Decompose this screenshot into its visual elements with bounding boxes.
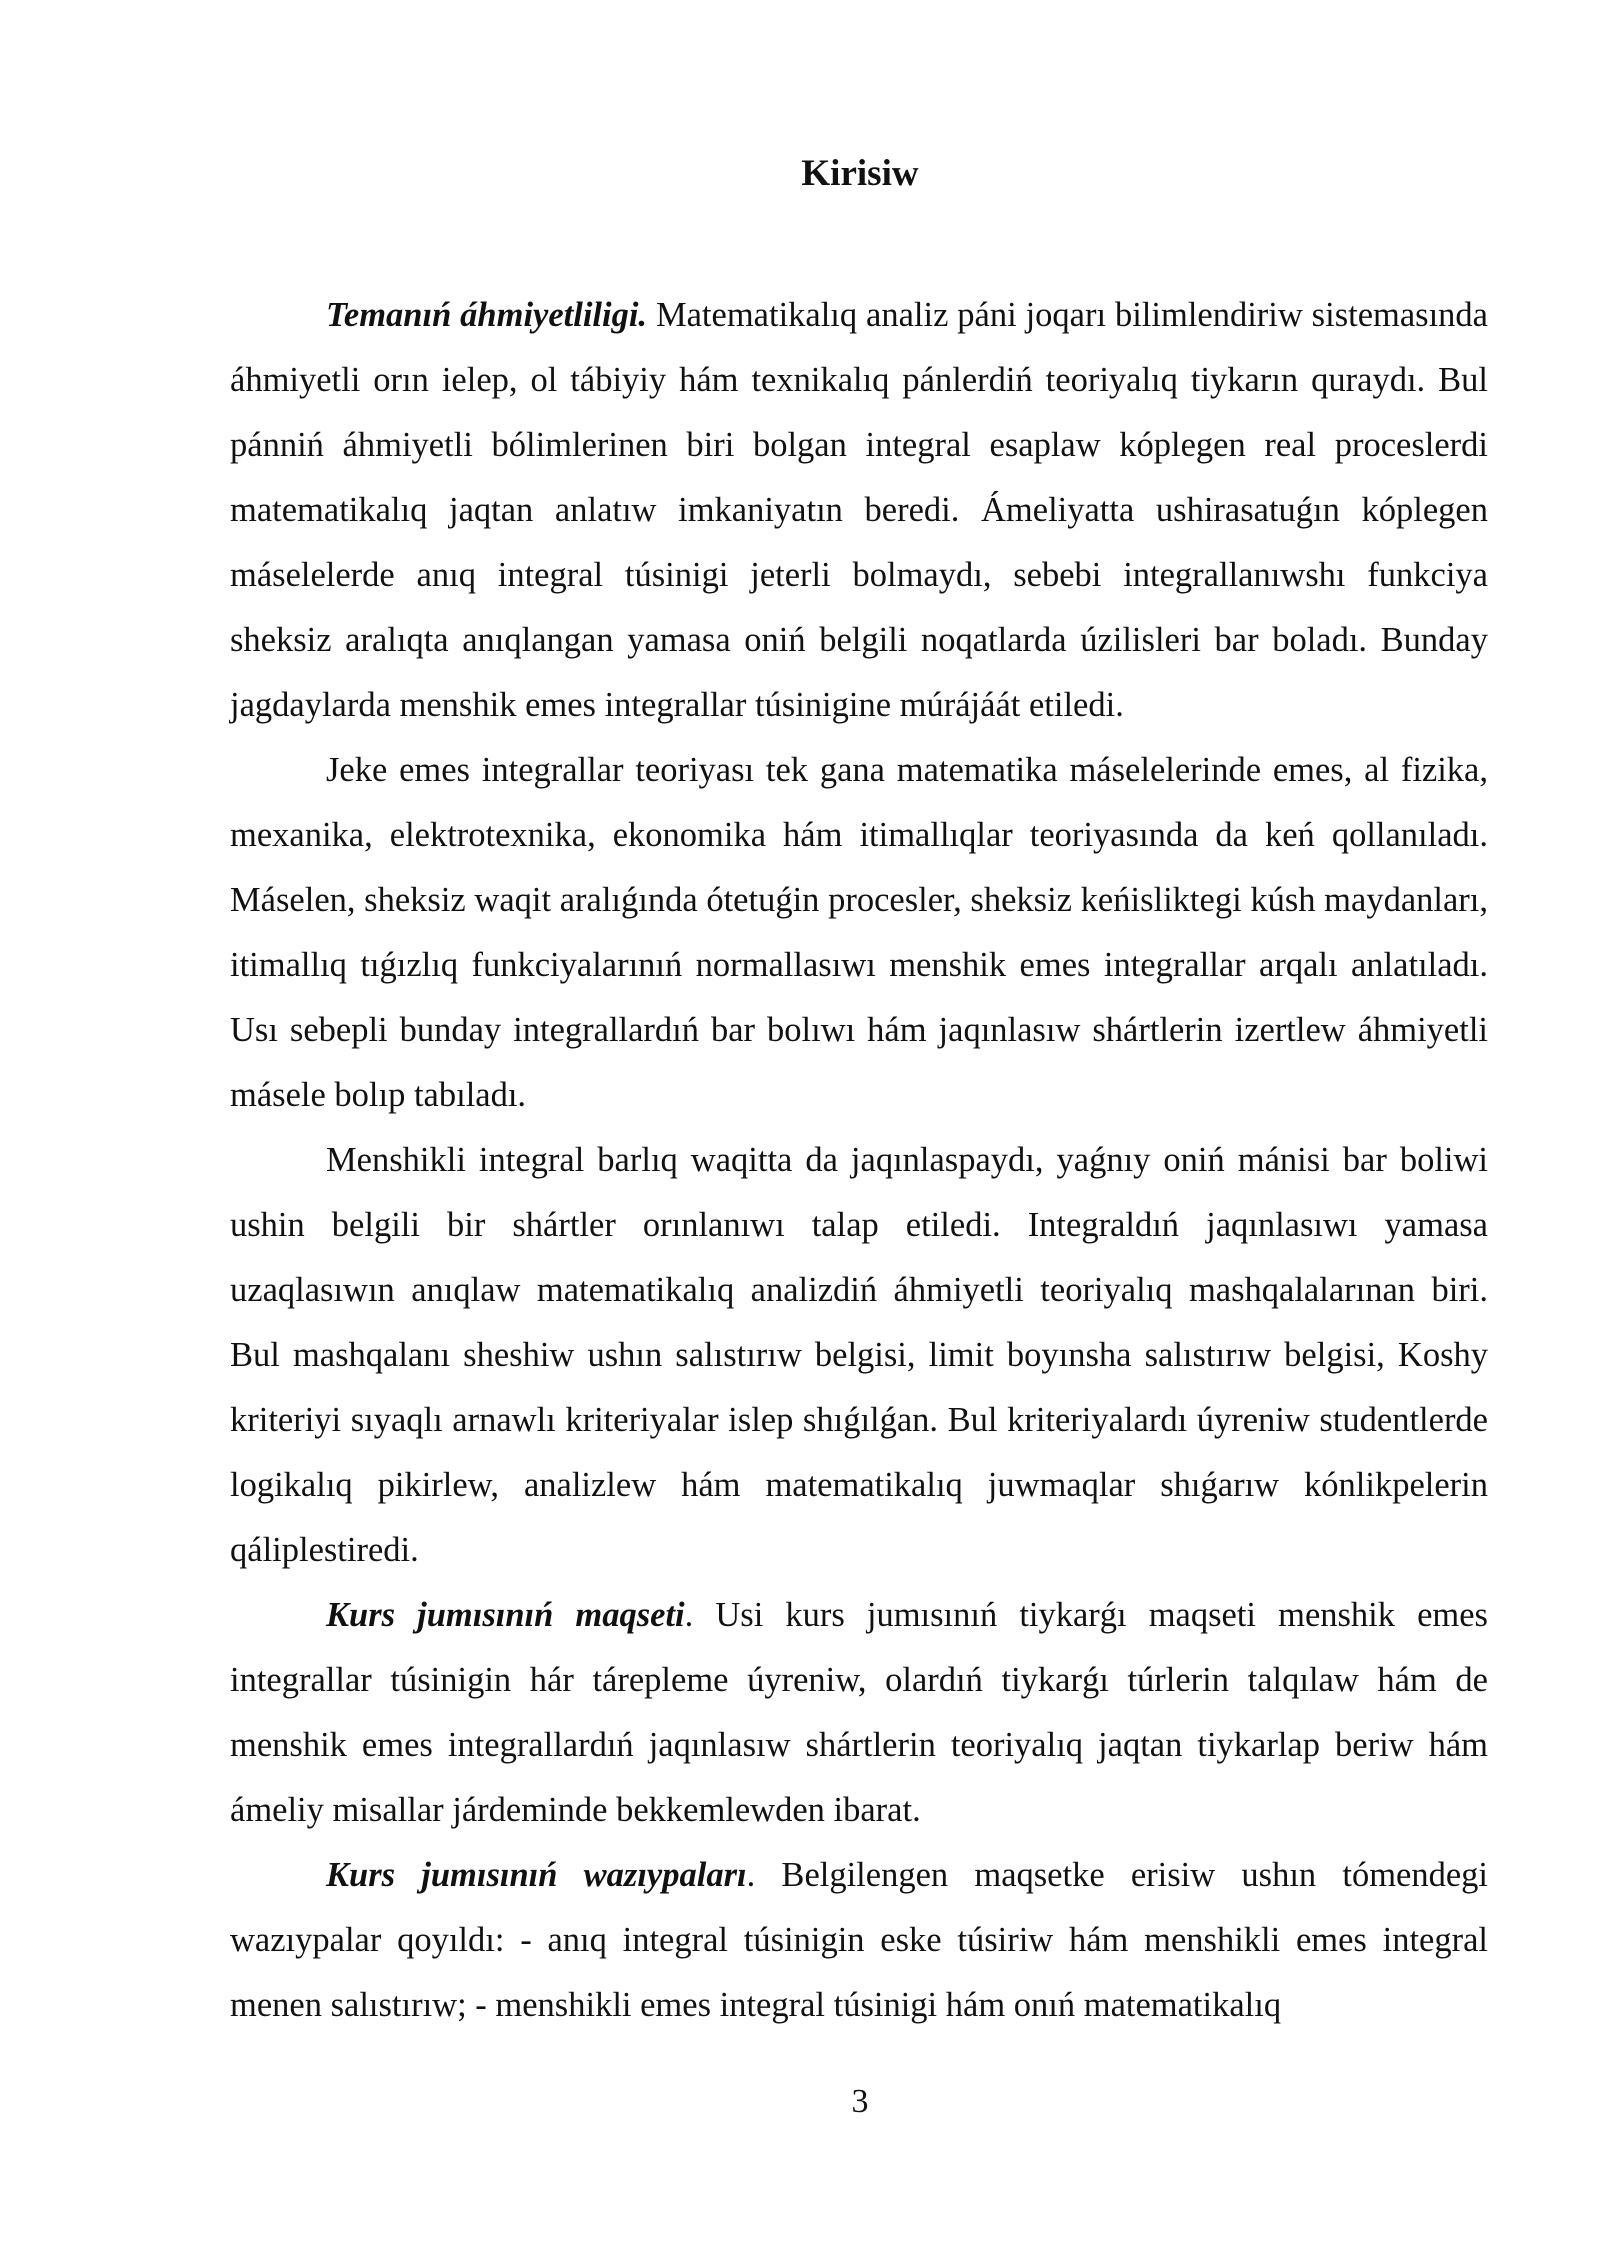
paragraph-text: Jeke emes integrallar teoriyası tek gana matematika máselelerinde emes, al fizika, mexanika, elektrotexnika, ekonomika hám itimallıqlar teoriyasında da keń qollanıladı. Máselen, sheksiz waqit aralıǵında ótetuǵin procesler, sheksiz keńisliktegi kúsh maydanları, itimallıq tıǵızlıq funkciyalarınıń normallasıwı menshik emes integrallar arqalı anlatıladı. Usı sebepli bunday integrallardıń bar bolıwı hám jaqınlasıw shártlerin izertlew áhmiyetli másele bolıp tabıladı. [230,751,1488,1114]
paragraph-applications [230,738,1488,1128]
paragraph-text: . Usi kurs jumısınıń tiykarǵı maqseti menshik emes integrallar túsinigin hár tárepleme úyreniw, olardıń tiykarǵı túrlerin talqılaw hám de menshik emes integrallardıń jaqınlasıw shártlerin teoriyalıq jaqtan tiykarlap beriw hám ámeliy misallar járdeminde bekkemlewden ibarat. [230,1596,1488,1829]
paragraph-text: . Belgilengen maqsetke erisiw ushın tómendegi wazıypalar qoyıldı: - anıq integral túsinigin eske túsiriw hám menshikli emes integral menen salıstırıw; - menshikli emes integral túsinigi hám onıń matematikalıq [230,1856,1488,2024]
paragraph-lead: Kurs jumısınıń wazıypaları [326,1856,747,1894]
paragraph-tasks [230,1843,1488,2038]
page-number: 3 [851,2083,869,2120]
body-text [230,283,1488,2038]
paragraph-convergence [230,1128,1488,1583]
paragraph-goal [230,1583,1488,1843]
paragraph-lead: Kurs jumısınıń maqseti [326,1596,685,1634]
paragraph-text: Matematikalıq analiz páni joqarı bilimlendiriw sistemasında áhmiyetli orın ielep, ol tábiyiy hám texnikalıq pánlerdiń teoriyalıq tiykarın quraydı. Bul pánniń áhmiyetli bólimlerinen biri bolgan integral esaplaw kóplegen real proceslerdi matematikalıq jaqtan anlatıw imkaniyatın beredi. Ámeliyatta ushirasatuǵın kóplegen máselelerde anıq integral túsinigi jeterli bolmaydı, sebebi integrallanıwshı funkciya sheksiz aralıqta anıqlangan yamasa oniń belgili noqatlarda úzilisleri bar boladı. Bunday jagdaylarda menshik emes integrallar túsinigine múrájáát etiledi. [230,296,1488,724]
paragraph-relevance [230,283,1488,738]
paragraph-lead: Temanıń áhmiyetliligi. [326,296,648,334]
paragraph-text: Menshikli integral barlıq waqitta da jaqınlaspaydı, yaǵnıy oniń mánisi bar boliwi ushin belgili bir shártler orınlanıwı talap etiledi. Integraldıń jaqınlasıwı yamasa uzaqlasıwın anıqlaw matematikalıq analizdiń áhmiyetli teoriyalıq mashqalalarınan biri. Bul mashqalanı sheshiw ushın salıstırıw belgisi, limit boyınsha salıstırıw belgisi, Koshy kriteriyi sıyaqlı arnawlı kriteriyalar islep shıǵılǵan. Bul kriteriyalardı úyreniw studentlerde logikalıq pikirlew, analizlew hám matematikalıq juwmaqlar shıǵarıw kónlikpelerin qáliplestiredi. [230,1141,1488,1569]
page-title: Kirisiw [801,153,919,194]
